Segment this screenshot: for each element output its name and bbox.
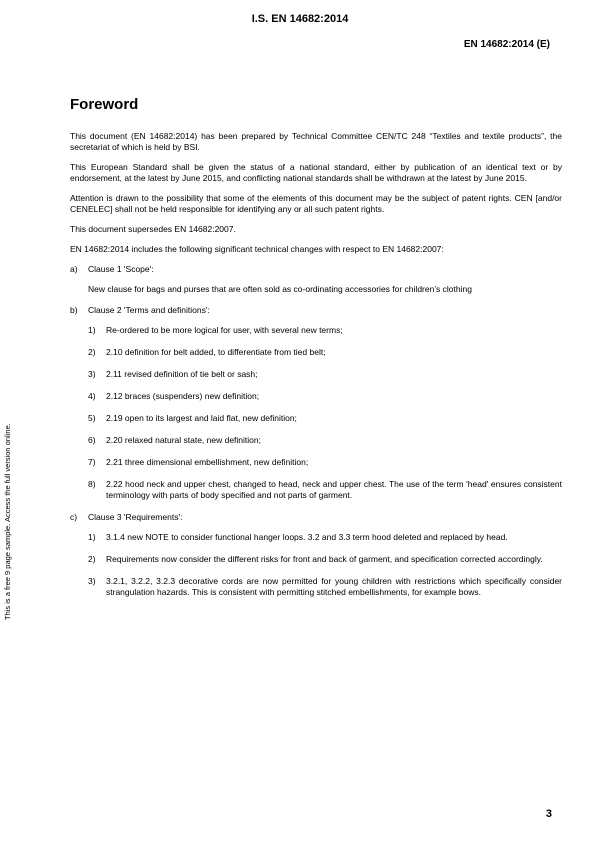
sub-list-text: 2.10 definition for belt added, to differentiate from tied belt; bbox=[106, 347, 326, 357]
list-label: c) bbox=[70, 512, 78, 522]
list-text: Clause 2 'Terms and definitions': bbox=[88, 305, 210, 315]
sub-list-label: 8) bbox=[88, 479, 96, 489]
list-text: Clause 1 'Scope': bbox=[88, 264, 154, 274]
sub-list-item bbox=[88, 576, 562, 598]
sub-list-text: Requirements now consider the different risks for front and back of garment, and specification corrected accordingly. bbox=[106, 554, 543, 564]
list-text: Clause 3 'Requirements': bbox=[88, 512, 183, 522]
page-number: 3 bbox=[545, 808, 552, 820]
sub-list-label: 2) bbox=[88, 347, 96, 357]
sub-list-item bbox=[88, 325, 562, 336]
sub-list-text: 2.19 open to its largest and laid flat, new definition; bbox=[106, 413, 297, 423]
designation-header: EN 14682:2014 (E) bbox=[463, 39, 550, 50]
sub-list-item bbox=[88, 413, 562, 424]
sub-list-label: 4) bbox=[88, 391, 96, 401]
page-title: Foreword bbox=[70, 96, 139, 113]
sample-notice: This is a free 9 page sample. Access the full version online. bbox=[3, 423, 12, 620]
paragraph: This European Standard shall be given the status of a national standard, either by publication of an identical text or by endorsement, at the latest by June 2015, and conflicting national standards shall be withdrawn at the latest by June 2015. bbox=[70, 162, 562, 183]
foreword-body bbox=[70, 131, 562, 609]
sub-list-item bbox=[88, 347, 562, 358]
paragraph: Attention is drawn to the possibility that some of the elements of this document may be the subject of patent rights. CEN [and/or CENELEC] shall not be held responsible for identifying any or all such patent rights. bbox=[70, 193, 562, 214]
sub-list-label: 5) bbox=[88, 413, 96, 423]
sub-list-item bbox=[88, 532, 562, 543]
sub-list-label: 6) bbox=[88, 435, 96, 445]
sub-list-label: 1) bbox=[88, 325, 96, 335]
paragraph: This document supersedes EN 14682:2007. bbox=[70, 224, 236, 234]
standard-header: I.S. EN 14682:2014 bbox=[251, 13, 349, 25]
sub-list-text: 2.21 three dimensional embellishment, new definition; bbox=[106, 457, 309, 467]
sub-list-item bbox=[88, 457, 562, 468]
sub-list-label: 1) bbox=[88, 532, 96, 542]
list-label: b) bbox=[70, 305, 78, 315]
sub-list-text: 2.12 braces (suspenders) new definition; bbox=[106, 391, 260, 401]
list-item bbox=[70, 264, 562, 275]
sub-list-label: 3) bbox=[88, 369, 96, 379]
list-item bbox=[70, 305, 562, 316]
sub-list-text: 2.20 relaxed natural state, new definition; bbox=[106, 435, 261, 445]
sub-list-item bbox=[88, 554, 562, 565]
sub-list-label: 2) bbox=[88, 554, 96, 564]
sub-list-text: 2.22 hood neck and upper chest, changed to head, neck and upper chest. The use of the term 'head' ensures consistent terminology with parts of body specified and not parts of garment. bbox=[106, 479, 562, 500]
list-label: a) bbox=[70, 264, 78, 274]
sub-list-label: 7) bbox=[88, 457, 96, 467]
paragraph: EN 14682:2014 includes the following significant technical changes with respect to EN 14682:2007: bbox=[70, 244, 444, 254]
list-item bbox=[70, 512, 562, 523]
sub-list-text: 3.2.1, 3.2.2, 3.2.3 decorative cords are now permitted for young children with restrictions which specifically consider strangulation hazards. This is consistent with permitting stitched embellishments, for example bows. bbox=[106, 576, 562, 597]
sub-list-label: 3) bbox=[88, 576, 96, 586]
sub-list-item bbox=[88, 369, 562, 380]
sub-list-text: Re-ordered to be more logical for user, with several new terms; bbox=[106, 325, 343, 335]
sub-list-text: 2.11 revised definition of tie belt or sash; bbox=[106, 369, 258, 379]
paragraph: This document (EN 14682:2014) has been prepared by Technical Committee CEN/TC 248 “Textiles and textile products”, the secretariat of which is held by BSI. bbox=[70, 131, 562, 152]
sub-list-text: 3.1.4 new NOTE to consider functional hanger loops. 3.2 and 3.3 term hood deleted and replaced by head. bbox=[106, 532, 508, 542]
sub-list-item bbox=[88, 391, 562, 402]
list-note: New clause for bags and purses that are often sold as co-ordinating accessories for children’s clothing bbox=[88, 284, 472, 294]
sub-list-item bbox=[88, 435, 562, 446]
sub-list-item bbox=[88, 479, 562, 501]
